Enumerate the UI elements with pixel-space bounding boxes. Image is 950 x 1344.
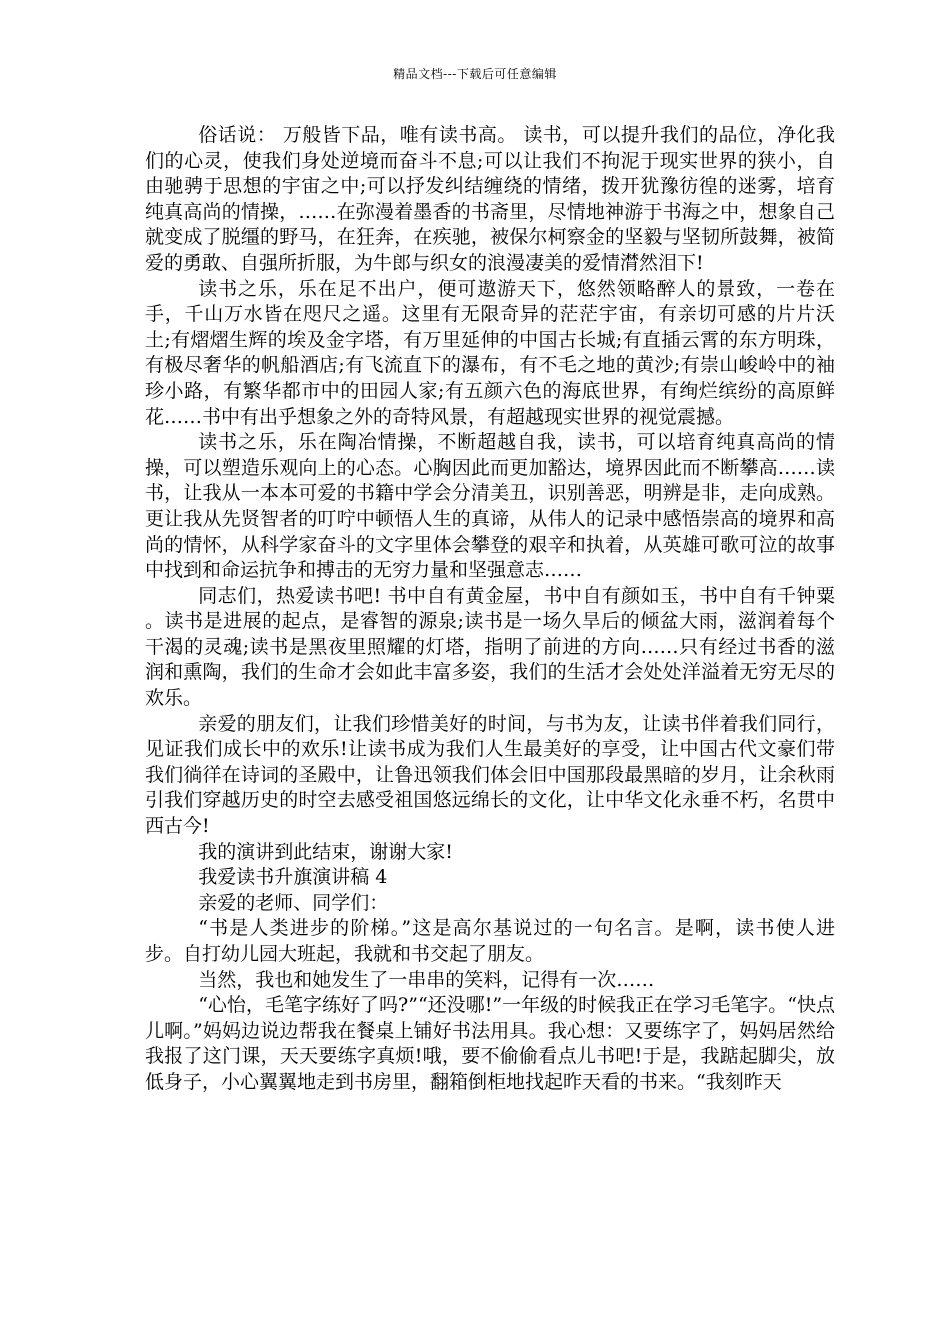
paragraph: 当然，我也和她发生了一串串的笑料，记得有一次…… — [198, 968, 655, 991]
paragraph: 读书之乐，乐在陶冶情操，不断超越自我，读书，可以培育纯真高尚的情操，可以塑造乐观向上的心态。心胸因此而更加豁达，境界因此而不断攀高……读书，让我从一本本可爱的书籍中学会分清美丑，识别善恶，明辨是非，走向成熟。更让我从先贤智者的叮咛中顿悟人生的真谛，从伟人的记录中感悟崇高的境界和高尚的情怀，从科学家奋斗的文字里体会攀登的艰辛和执着，从英雄可歌可泣的故事中找到和命运抗争和搏击的无穷力量和坚强意志…… — [145, 431, 835, 582]
page-header: 精品文档---下载后可任意编辑 — [393, 67, 557, 81]
paragraph: “书是人类进步的阶梯。”这是高尔基说过的一句名言。是啊，读书使人进步。自打幼儿园大班起，我就和书交起了朋友。 — [145, 917, 835, 965]
document-body — [145, 123, 835, 1096]
closing-line: 我的演讲到此结束，谢谢大家! — [198, 840, 453, 863]
paragraph: 俗话说： 万般皆下品，唯有读书高。 读书，可以提升我们的品位，净化我们的心灵，使我们身处逆境而奋斗不息;可以让我们不拘泥于现实世界的狭小，自由驰骋于思想的宇宙之中;可以抒发纠结缠绕的情绪，拨开犹豫彷徨的迷雾，培育纯真高尚的情操，……在弥漫着墨香的书斋里，尽情地神游于书海之中，想象自己就变成了脱缰的野马，在狂奔，在疾驰，被保尔柯察金的坚毅与坚韧所鼓舞，被简爱的勇敢、自强所折服，为牛郎与织女的浪漫凄美的爱情潸然泪下! — [145, 124, 835, 274]
salutation: 亲爱的老师、同学们： — [198, 891, 389, 914]
paragraph: 同志们，热爱读书吧! 书中自有黄金屋，书中自有颜如玉，书中自有千钟粟 。读书是进展的起点，是睿智的源泉;读书是一场久旱后的倾盆大雨，滋润着每个干渴的灵魂;读书是黑夜里照耀的灯塔，指明了前进的方向……只有经过书香的滋润和熏陶，我们的生命才会如此丰富多姿，我们的生活才会处处洋溢着无穷无尽的欢乐。 — [145, 584, 835, 710]
paragraph: 读书之乐，乐在足不出户，便可遨游天下，悠然领略醉人的景致，一卷在手，千山万水皆在咫尺之遥。这里有无限奇异的茫茫宇宙，有亲切可感的片片沃土;有熠熠生辉的埃及金字塔，有万里延伸的中国古长城;有直插云霄的东方明珠，有极尽奢华的帆船酒店;有飞流直下的瀑布，有不毛之地的黄沙;有崇山峻岭中的袖珍小路，有繁华都市中的田园人家;有五颜六色的海底世界，有绚烂缤纷的高原鲜花……书中有出乎想象之外的奇特风景，有超越现实世界的视觉震撼。 — [145, 277, 835, 428]
paragraph: 亲爱的朋友们，让我们珍惜美好的时间，与书为友，让读书伴着我们同行，见证我们成长中的欢乐!让读书成为我们人生最美好的享受，让中国古代文豪们带我们徜徉在诗词的圣殿中，让鲁迅领我们体会旧中国那段最黑暗的岁月，让余秋雨引我们穿越历史的时空去感受祖国悠远绵长的文化，让中华文化永垂不朽，名贯中西古今! — [145, 712, 835, 838]
paragraph: “心怡，毛笔字练好了吗?”“还没哪!”一年级的时候我正在学习毛笔字。“快点儿啊。”妈妈边说边帮我在餐桌上铺好书法用具。我心想：又要练字了，妈妈居然给我报了这门课，天天要练字真烦!哦，要不偷偷看点儿书吧!于是，我踮起脚尖，放低身子，小心翼翼地走到书房里，翻箱倒柜地找起昨天看的书来。“我刻昨天 — [145, 994, 835, 1093]
section-title: 我爱读书升旗演讲稿 4 — [198, 866, 388, 889]
